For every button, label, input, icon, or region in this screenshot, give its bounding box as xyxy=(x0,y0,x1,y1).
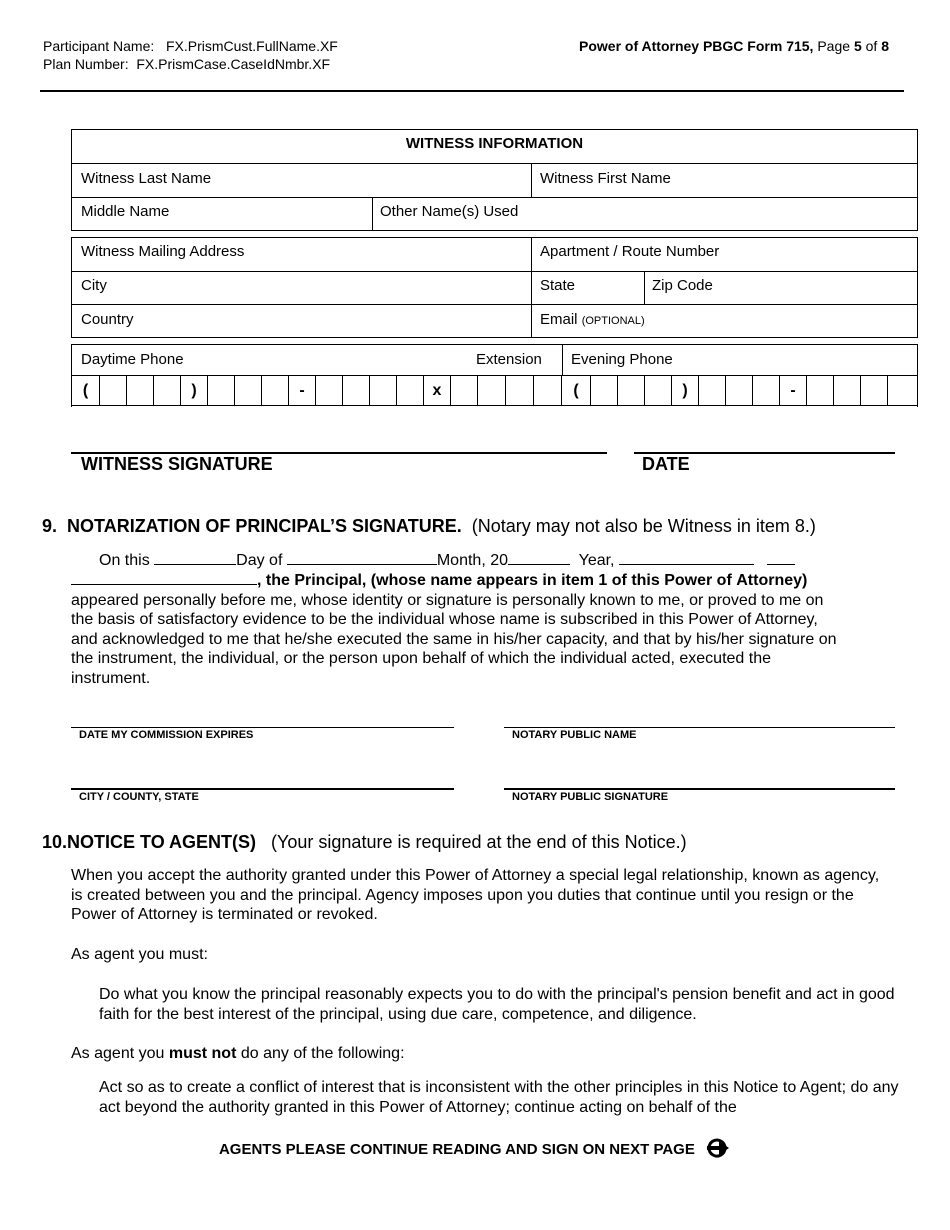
day-of-text: Day of xyxy=(236,552,283,569)
open-paren: ( xyxy=(573,382,579,399)
extension-label: Extension xyxy=(476,351,542,368)
must-not-bold: must not xyxy=(168,1045,237,1062)
digit-box[interactable] xyxy=(315,376,342,405)
notary-date-line xyxy=(99,550,899,571)
principal-blank-1[interactable] xyxy=(619,550,754,565)
digit-box[interactable] xyxy=(477,376,505,405)
must-not-text: Act so as to create a conflict of interest that is inconsistent with the other principles in this Notice to Agent; do any act beyond the authority granted in this Power of Attorney; continue acting on behalf of the xyxy=(99,1079,899,1116)
section-9-heading: NOTARIZATION OF PRINCIPAL’S SIGNATURE. xyxy=(67,516,462,536)
other-names-field[interactable]: Other Name(s) Used xyxy=(380,203,519,220)
section-10-heading: NOTICE TO AGENT(S) xyxy=(67,832,257,852)
dash: - xyxy=(779,376,806,405)
city-county-state-line[interactable] xyxy=(71,788,454,790)
section-10-number: 10. xyxy=(42,832,68,852)
evening-phone-label: Evening Phone xyxy=(571,351,673,368)
close-paren: ) xyxy=(180,376,207,405)
attorney-bold-text: Attorney) xyxy=(736,572,808,589)
witness-signature-label: WITNESS SIGNATURE xyxy=(81,454,273,474)
digit-box[interactable] xyxy=(833,376,860,405)
header-divider xyxy=(40,90,904,92)
email-optional: (OPTIONAL) xyxy=(581,315,645,327)
participant-label: Participant Name: xyxy=(43,38,155,54)
notary-signature-line[interactable] xyxy=(504,788,895,790)
commission-expires-line[interactable] xyxy=(71,727,454,728)
digit-box[interactable] xyxy=(505,376,533,405)
section-9-note: (Notary may not also be Witness in item 8.) xyxy=(471,516,816,536)
digit-box[interactable] xyxy=(590,376,617,405)
principal-name-blank[interactable] xyxy=(71,570,257,585)
digit-box[interactable] xyxy=(342,376,369,405)
commission-expires-label: DATE MY COMMISSION EXPIRES xyxy=(79,729,254,741)
agency-paragraph: When you accept the authority granted under this Power of Attorney a special legal relationship, known as agency, is created between you and the principal. Agency imposes upon you duties that continue until you resign or the Power of Attorney is terminated or revoked. xyxy=(71,867,880,924)
zip-field[interactable]: Zip Code xyxy=(652,277,713,294)
email-field[interactable] xyxy=(540,311,645,330)
digit-box[interactable] xyxy=(698,376,725,405)
participant-value: FX.PrismCust.FullName.XF xyxy=(165,38,338,54)
day-blank[interactable] xyxy=(154,550,236,565)
country-field[interactable]: Country xyxy=(81,311,134,328)
principal-blank-extra[interactable] xyxy=(767,550,795,565)
digit-box[interactable] xyxy=(261,376,288,405)
digit-box[interactable] xyxy=(533,376,562,405)
continue-footer xyxy=(0,1137,950,1163)
digit-box[interactable] xyxy=(860,376,887,405)
year-text: Year, xyxy=(578,552,615,569)
city-field[interactable]: City xyxy=(81,277,107,294)
principal-bold-text: , the Principal, (whose name appears in item 1 of this Power of xyxy=(257,572,732,589)
digit-box[interactable] xyxy=(725,376,752,405)
page-number: 5 xyxy=(853,38,862,54)
page-total: 8 xyxy=(881,38,889,54)
digit-box[interactable] xyxy=(99,376,126,405)
digit-box[interactable] xyxy=(617,376,644,405)
must-text: Do what you know the principal reasonably expects you to do with the principal's pension benefit and act in good faith for the best interest of the principal, using due care, competence, and diligence. xyxy=(99,986,895,1023)
header-participant-info xyxy=(43,37,338,73)
digit-box[interactable] xyxy=(752,376,779,405)
witness-address-box xyxy=(71,237,918,338)
plan-value: FX.PrismCase.CaseIdNmbr.XF xyxy=(136,56,331,72)
section-10-note: (Your signature is required at the end of this Notice.) xyxy=(271,832,687,852)
close-paren: ) xyxy=(671,376,698,405)
month-blank[interactable] xyxy=(287,550,437,565)
digit-box[interactable] xyxy=(644,376,671,405)
section-9-title xyxy=(42,515,816,537)
notary-signature-label: NOTARY PUBLIC SIGNATURE xyxy=(512,791,669,803)
notary-body-text: appeared personally before me, whose identity or signature is personally known to me, or proved to me on the basis of satisfactory evidence to be the individual whose name is subscribed in this Power of Attorney, and acknowledged to me that he/she executed the same in his/her capacity, and that by his/her signature on the instrument, the individual, or the person upon behalf of which the individual acted, executed the instrument. xyxy=(71,591,837,687)
continue-text: AGENTS PLEASE CONTINUE READING AND SIGN ON NEXT PAGE xyxy=(218,1140,695,1158)
right-arrow-circle-icon xyxy=(705,1137,731,1163)
notary-name-label: NOTARY PUBLIC NAME xyxy=(512,729,637,741)
digit-box[interactable] xyxy=(207,376,234,405)
witness-last-name-field[interactable]: Witness Last Name xyxy=(81,170,212,187)
of-word: of xyxy=(865,38,878,54)
apartment-field[interactable]: Apartment / Route Number xyxy=(540,243,720,260)
witness-names-box xyxy=(71,129,918,231)
form-title: Power of Attorney PBGC Form 715, xyxy=(579,38,814,54)
digit-box[interactable] xyxy=(450,376,477,405)
daytime-phone-label: Daytime Phone xyxy=(81,351,184,368)
middle-name-field[interactable]: Middle Name xyxy=(81,203,170,220)
plan-label: Plan Number: xyxy=(43,56,129,72)
section-10-title xyxy=(42,831,687,853)
digit-box[interactable] xyxy=(806,376,833,405)
header-form-info xyxy=(579,37,889,55)
on-this-text: On this xyxy=(99,552,150,569)
open-paren: ( xyxy=(71,376,99,405)
notary-name-line[interactable] xyxy=(504,727,895,728)
digit-box[interactable] xyxy=(234,376,261,405)
digit-box[interactable] xyxy=(126,376,153,405)
digit-box[interactable] xyxy=(153,376,180,405)
must-not-intro xyxy=(71,1044,405,1064)
state-field[interactable]: State xyxy=(540,277,576,294)
mailing-address-field[interactable]: Witness Mailing Address xyxy=(81,243,245,260)
must-intro: As agent you must: xyxy=(71,946,208,963)
dash: - xyxy=(288,376,315,405)
must-not-suffix: do any of the following: xyxy=(240,1045,405,1062)
digit-box[interactable] xyxy=(887,376,916,405)
notary-statement xyxy=(71,570,841,689)
digit-box[interactable] xyxy=(369,376,396,405)
extension-x: x xyxy=(423,376,450,405)
evening-phone-input[interactable] xyxy=(562,375,918,406)
witness-first-name-field[interactable]: Witness First Name xyxy=(540,170,671,187)
section-9-number: 9. xyxy=(42,516,58,536)
month-text: Month, 20 xyxy=(436,552,508,569)
year-blank[interactable] xyxy=(508,550,570,565)
page-word: Page xyxy=(817,38,851,54)
city-county-state-label: CITY / COUNTY, STATE xyxy=(79,791,199,803)
email-label: Email xyxy=(540,311,578,328)
daytime-phone-input[interactable] xyxy=(71,375,562,406)
digit-box[interactable] xyxy=(396,376,423,405)
witness-date-label: DATE xyxy=(642,454,690,474)
witness-info-title: WITNESS INFORMATION xyxy=(405,135,584,152)
must-not-prefix: As agent you xyxy=(71,1045,165,1062)
